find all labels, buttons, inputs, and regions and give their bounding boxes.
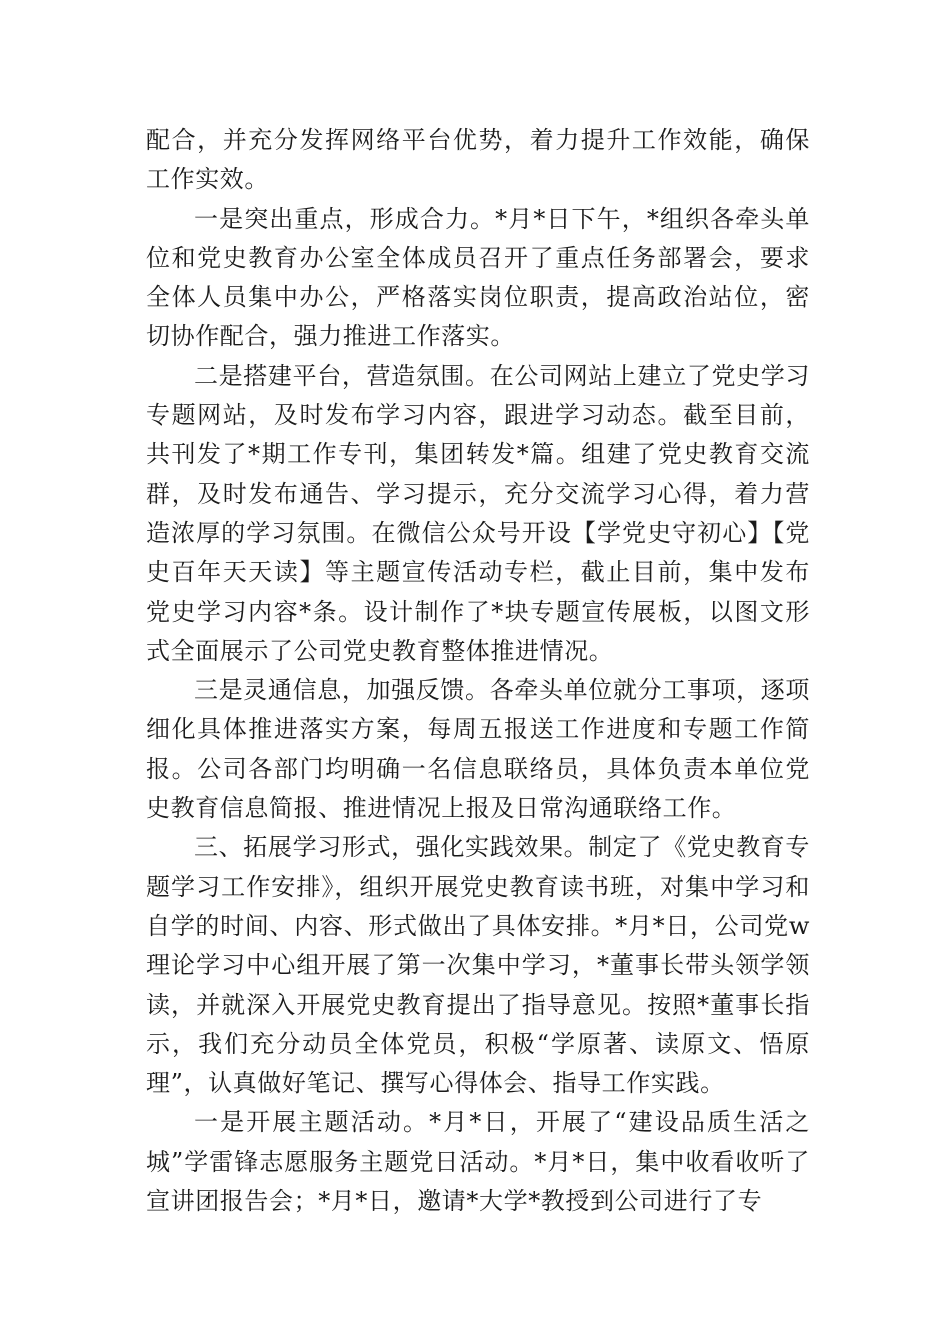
paragraph-theme-activities: 一是开展主题活动。*月*日，开展了“建设品质生活之城”学雷锋志愿服务主题党日活动。*月*日，集中收看收听了宣讲团报告会；*月*日，邀请*大学*教授到公司进行了专 [146,1108,810,1216]
paragraph-information-feedback: 三是灵通信息，加强反馈。各牵头单位就分工事项，逐项细化具体推进落实方案，每周五报送工作进度和专题工作简报。公司各部门均明确一名信息联络员，具体负责本单位党史教育信息简报、推进情况上报及日常沟通联络工作。 [146,676,810,823]
paragraph-platform-building: 二是搭建平台，营造氛围。在公司网站上建立了党史学习专题网站，及时发布学习内容，跟进学习动态。截至目前，共刊发了*期工作专刊，集团转发*篇。组建了党史教育交流群，及时发布通告、学习提示，充分交流学习心得，着力营造浓厚的学习氛围。在微信公众号开设【学党史守初心】【党史百年天天读】等主题宣传活动专栏，截止目前，集中发布党史学习内容*条。设计制作了*块专题宣传展板，以图文形式全面展示了公司党史教育整体推进情况。 [146,361,810,665]
document-body [146,121,810,1221]
paragraph-highlight-focus: 一是突出重点，形成合力。*月*日下午，*组织各牵头单位和党史教育办公室全体成员召开了重点任务部署会，要求全体人员集中办公，严格落实岗位职责，提高政治站位，密切协作配合，强力推进工作落实。 [146,204,810,351]
paragraph-continuation: 配合，并充分发挥网络平台优势，着力提升工作效能，确保工作实效。 [146,126,810,194]
paragraph-section-three: 三、拓展学习形式，强化实践效果。制定了《党史教育专题学习工作安排》，组织开展党史教育读书班，对集中学习和自学的时间、内容、形式做出了具体安排。*月*日，公司党w理论学习中心组开展了第一次集中学习，*董事长带头领学领读，并就深入开展党史教育提出了指导意见。按照*董事长指示，我们充分动员全体党员，积极“学原著、读原文、悟原理”，认真做好笔记、撰写心得体会、指导工作实践。 [146,833,810,1098]
